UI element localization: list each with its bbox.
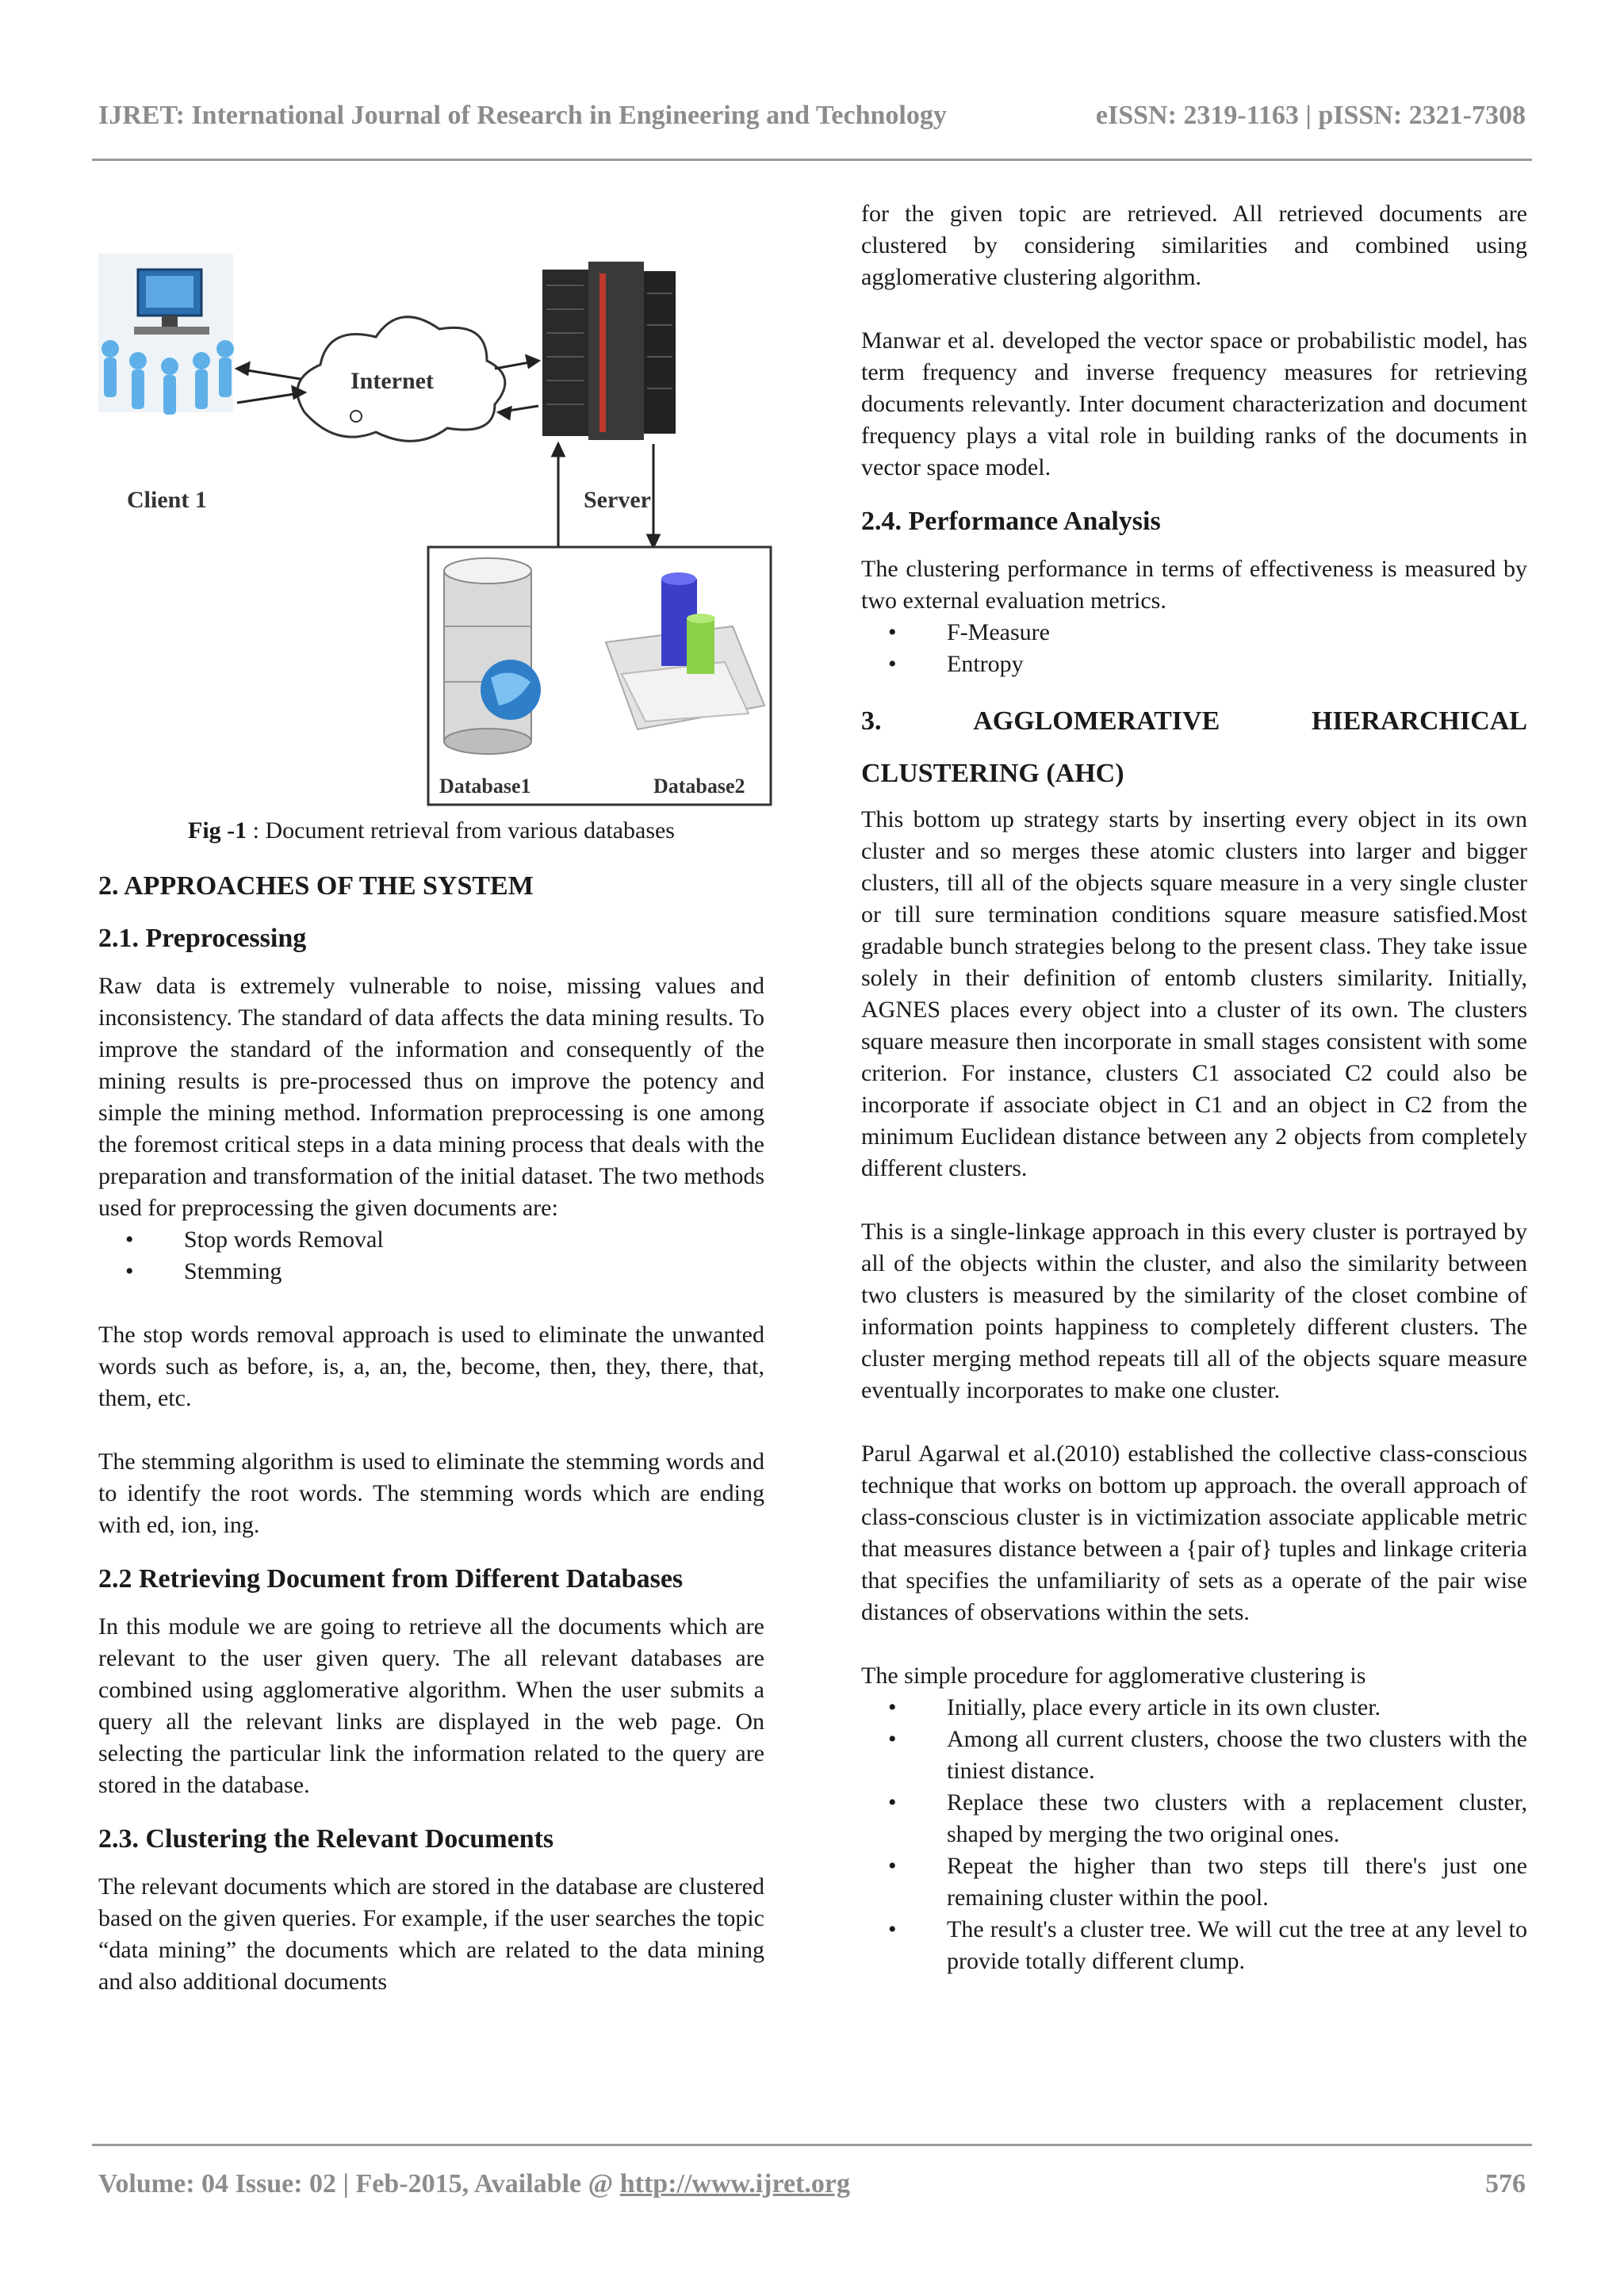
para-clustering: The relevant documents which are stored in the database are clustered based on the given queries. For example, if the user searches the topic “data mining” the documents which are related to the data mining and also additional documents — [98, 1873, 764, 1995]
heading-preprocessing: 2.1. Preprocessing — [98, 924, 307, 953]
label-client: Client 1 — [127, 487, 207, 513]
left-column — [98, 198, 764, 1998]
footer-volume — [98, 2169, 850, 2199]
heading-ahc-word1: AGGLOMERATIVE — [973, 706, 1220, 736]
running-footer — [98, 2164, 1526, 2204]
heading-ahc — [861, 704, 1527, 739]
label-database2: Database2 — [653, 775, 745, 798]
label-database1: Database1 — [439, 775, 531, 798]
heading-ahc-word2: HIERARCHICAL — [1311, 706, 1527, 736]
list-item: • The result's a cluster tree. We will cut the tree at any level to provide totally different clump. — [861, 1914, 1527, 1977]
para-ahc-2: This is a single-linkage approach in this every cluster is portrayed by all of the objects within the cluster, and also the similarity between two clusters is measured by the similarity of the closet combine of information points happiness to completely different clusters. The cluster merging method repeats till all of the objects square measure eventually incorporates to make one cluster. — [861, 1219, 1527, 1403]
footer-volume-text: Volume: 04 Issue: 02 | Feb-2015, Available @ — [98, 2169, 620, 2198]
page-number: 576 — [1485, 2169, 1526, 2198]
list-metrics — [861, 617, 1527, 680]
para-ahc-1: This bottom up strategy starts by inserting every object in its own cluster and so merges these atomic clusters into larger and bigger clusters, till all of the objects square measure in a very single cluster or till sure termination conditions square measure satisfied.Most gradable bunch strategies belong to the present class. They take issue solely in their definition of entomb clusters similarity. Initially, AGNES places every object into a cluster of its own. The clusters square measure then incorporate in small stages consistent with some criterion. For instance, clusters C1 associated C2 could also be incorporate if associate object in C1 and an object in C2 from the minimum Euclidean distance between any 2 objects from completely different clusters. — [861, 806, 1527, 1181]
journal-link[interactable]: http://www.ijret.org — [619, 2169, 850, 2198]
list-item: • Stemming — [98, 1256, 764, 1288]
para-manwar: Manwar et al. developed the vector space or probabilistic model, has term frequency and inverse frequency measures for retrieving documents relevantly. Inter document characterization and document frequency plays a vital role in building ranks of the documents in vector space model. — [861, 327, 1527, 480]
arrows-client-internet — [237, 363, 304, 403]
list-item: • Repeat the higher than two steps till there's just one remaining cluster within the pool. — [861, 1850, 1527, 1914]
heading-ahc-line2: CLUSTERING (AHC) — [861, 759, 1124, 788]
list-item: • Among all current clusters, choose the two clusters with the tiniest distance. — [861, 1724, 1527, 1787]
heading-retrieving: 2.2 Retrieving Document from Different Databases — [98, 1564, 684, 1594]
para-retrieving: In this module we are going to retrieve all the documents which are relevant to the user given query. The all relevant databases are combined using agglomerative algorithm. When the user submits a query all the relevant links are displayed in the web page. On selecting the particular link the information related to the query are stored in the database. — [98, 1613, 764, 1798]
para-parul: Parul Agarwal et al.(2010) established the collective class-conscious technique that works on bottom up approach. the overall approach of class-conscious cluster is in victimization associate applicable metric that measures distance between a {pair of} tuples and linkage criteria that specifies the unfamiliarity of sets as a operate of the pair wise distances of observations within the sets. — [861, 1441, 1527, 1625]
journal-title: IJRET: International Journal of Research in Engineering and Technology — [98, 101, 947, 130]
label-internet: Internet — [350, 368, 434, 394]
para-stopwords: The stop words removal approach is used to eliminate the unwanted words such as before, is, a, an, the, become, then, they, there, that, them, etc. — [98, 1322, 764, 1411]
para-preprocessing: Raw data is extremely vulnerable to noise, missing values and inconsistency. The standard of data affects the data mining results. To improve the standard of the information and consequently of the mining results is pre-processed thus on improve the potency and simple the mining method. Information preprocessing is one among the foremost critical steps in a data mining process that deals with the preparation and transformation of the initial dataset. The two methods used for preprocessing the given documents are: — [98, 973, 764, 1221]
label-server: Server — [584, 487, 651, 513]
para-simple-procedure: The simple procedure for agglomerative clustering is — [861, 1663, 1366, 1689]
server-rack-icon — [542, 262, 676, 440]
list-item: • Replace these two clusters with a replacement cluster, shaped by merging the two original ones. — [861, 1787, 1527, 1850]
database1-icon — [444, 558, 541, 754]
list-item: • Initially, place every article in its own cluster. — [861, 1692, 1527, 1724]
figure-document-retrieval — [98, 198, 780, 809]
heading-clustering: 2.3. Clustering the Relevant Documents — [98, 1824, 554, 1854]
architecture-diagram — [98, 198, 780, 809]
heading-approaches: 2. APPROACHES OF THE SYSTEM — [98, 871, 534, 901]
list-item: • Entropy — [861, 649, 1527, 680]
para-continued: for the given topic are retrieved. All retrieved documents are clustered by considering similarities and combined using agglomerative clustering algorithm. — [861, 201, 1527, 290]
list-preprocessing-methods — [98, 1224, 764, 1288]
para-stemming: The stemming algorithm is used to eliminate the stemming words and to identify the root words. The stemming words which are ending with ed, ion, ing. — [98, 1448, 764, 1538]
heading-performance: 2.4. Performance Analysis — [861, 507, 1161, 536]
para-performance: The clustering performance in terms of effectiveness is measured by two external evaluation metrics. — [861, 556, 1527, 614]
caption-text: : Document retrieval from various databases — [247, 817, 675, 844]
running-header — [98, 97, 1526, 135]
header-rule — [92, 159, 1532, 161]
right-column — [861, 198, 1527, 1977]
issn: eISSN: 2319-1163 | pISSN: 2321-7308 — [1095, 101, 1526, 130]
figure-caption — [98, 815, 764, 847]
list-item: • Stop words Removal — [98, 1224, 764, 1256]
client-computers-icon — [98, 254, 234, 415]
heading-ahc-number: 3. — [861, 706, 882, 736]
list-procedure — [861, 1692, 1527, 1977]
caption-label: Fig -1 — [188, 817, 247, 844]
list-item: • F-Measure — [861, 617, 1527, 649]
footer-rule — [92, 2144, 1532, 2146]
